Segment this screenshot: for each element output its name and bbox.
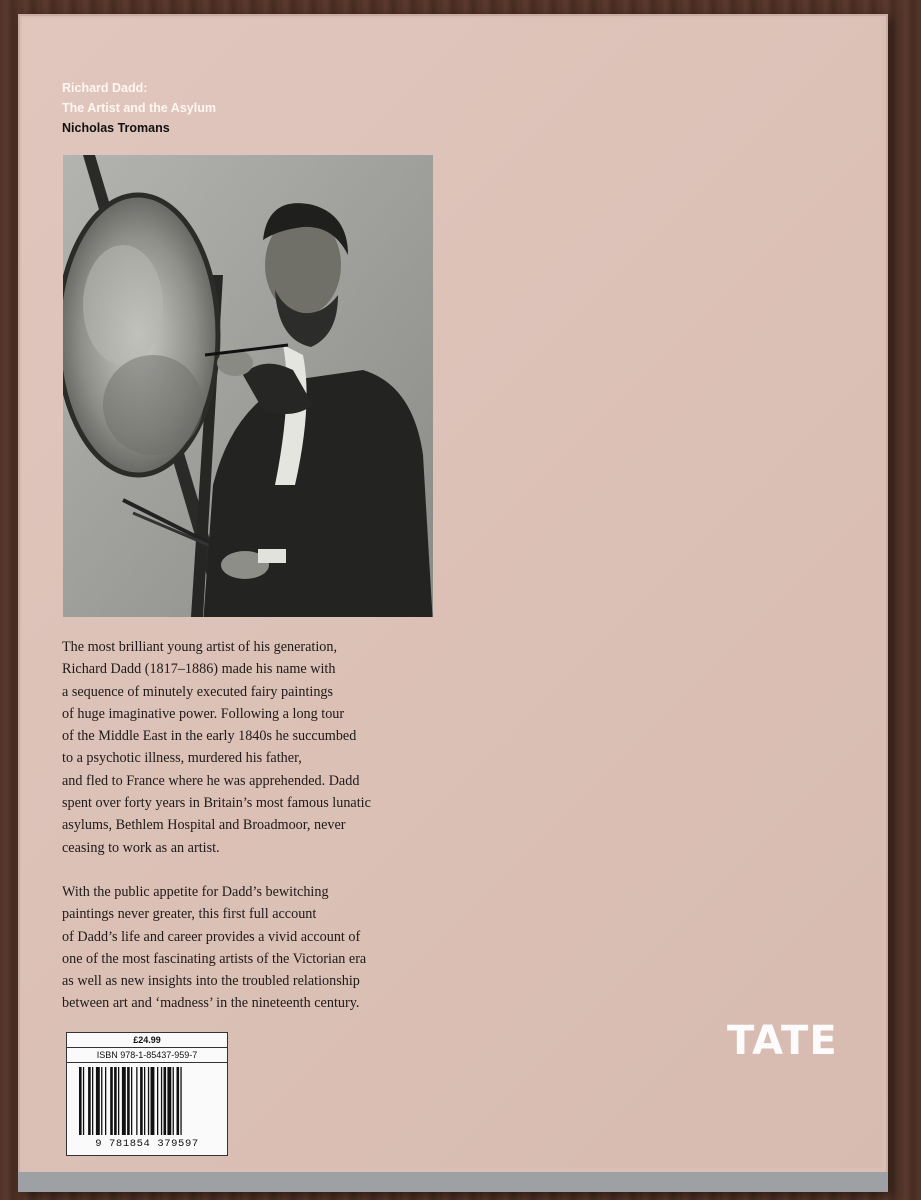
blurb-line: spent over forty years in Britain’s most famous lunatic xyxy=(62,795,371,812)
blurb-line: a sequence of minutely executed fairy paintings xyxy=(62,683,334,700)
isbn-label: ISBN 978-1-85437-959-7 xyxy=(67,1048,227,1063)
title-block xyxy=(62,78,216,138)
blurb-line: of the Middle East in the early 1840s he succumbed xyxy=(62,728,357,745)
artist-photograph xyxy=(63,155,433,617)
blurb-line: between art and ‘madness’ in the nineteenth century. xyxy=(62,995,360,1012)
book-title-line-2: The Artist and the Asylum xyxy=(62,101,216,115)
cover-panel xyxy=(22,18,882,1168)
blurb-paragraph-2 xyxy=(62,881,462,1015)
blurb-line: to a psychotic illness, murdered his father, xyxy=(62,750,302,767)
blurb-text xyxy=(62,636,462,1015)
price-label: £24.99 xyxy=(67,1033,227,1048)
artist-photograph-drawing xyxy=(63,155,433,617)
blurb-paragraph-1 xyxy=(62,636,462,859)
blurb-line: paintings never greater, this first full account xyxy=(62,906,317,923)
blurb-line: ceasing to work as an artist. xyxy=(62,839,220,856)
author-name: Nicholas Tromans xyxy=(62,121,170,135)
book-title-line-1: Richard Dadd: xyxy=(62,81,148,95)
blurb-line: The most brilliant young artist of his generation, xyxy=(62,639,338,655)
blurb-line: and fled to France where he was apprehended. Dadd xyxy=(62,772,360,789)
barcode-bars xyxy=(79,1067,215,1137)
blurb-line: of Dadd’s life and career provides a vivid account of xyxy=(62,928,361,945)
blurb-line: of huge imaginative power. Following a long tour xyxy=(62,705,345,722)
blurb-line: as well as new insights into the troubled relationship xyxy=(62,973,360,990)
barcode-label xyxy=(66,1032,228,1156)
blurb-line: one of the most fascinating artists of the Victorian era xyxy=(62,950,367,967)
barcode-digits: 9 781854 379597 xyxy=(95,1138,199,1150)
blurb-line: Richard Dadd (1817–1886) made his name with xyxy=(62,661,336,678)
blurb-line: asylums, Bethlem Hospital and Broadmoor, never xyxy=(62,817,346,834)
blurb-line: With the public appetite for Dadd’s bewitching xyxy=(62,883,329,900)
tate-logo: TATE xyxy=(727,1018,838,1064)
book-page-edge xyxy=(18,1172,888,1192)
